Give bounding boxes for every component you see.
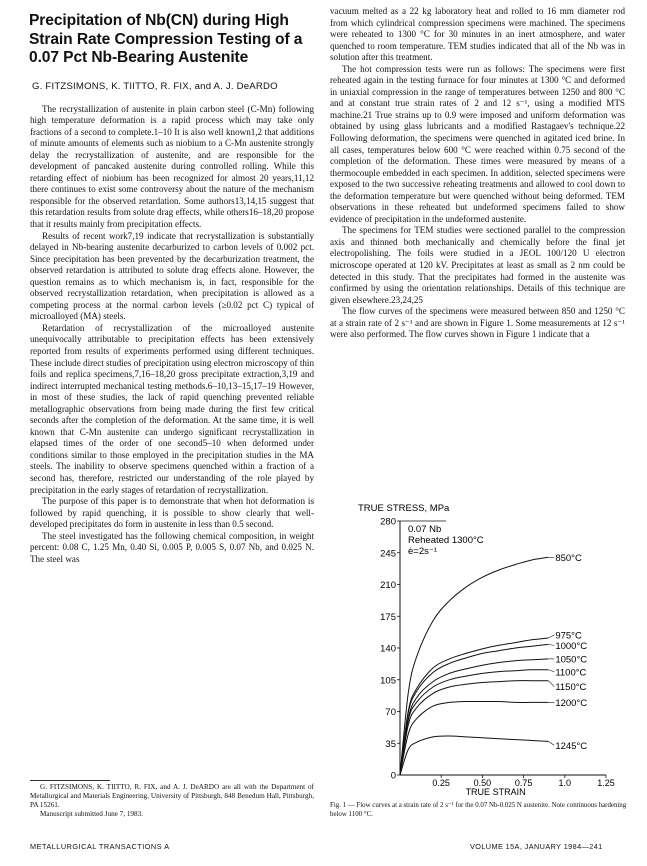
y-tick-label: 175 xyxy=(380,611,396,623)
flow-curve-1150 xyxy=(400,681,548,775)
left-column xyxy=(26,0,314,565)
left-body xyxy=(26,104,314,566)
y-tick-label: 245 xyxy=(380,548,396,560)
series-label: 975°C xyxy=(555,630,582,642)
x-tick-label: 1.25 xyxy=(597,778,615,788)
flow-curve-1200 xyxy=(400,701,548,775)
y-tick-label: 105 xyxy=(380,675,396,687)
chart-annotation: 0.07 Nb xyxy=(408,524,442,535)
series-label: 1150°C xyxy=(555,682,587,694)
y-tick-label: 140 xyxy=(380,643,396,655)
flow-curve-1000 xyxy=(400,644,548,775)
x-tick-label: 0.25 xyxy=(432,778,450,788)
right-body xyxy=(330,6,625,341)
series-label: 850°C xyxy=(555,552,582,564)
y-tick-label: 35 xyxy=(385,738,396,750)
manuscript-date: Manuscript submitted June 7, 1983. xyxy=(40,810,144,818)
series-leader xyxy=(548,681,554,687)
author-list: G. FITZSIMONS, K. TIITTO, R. FIX, and A. J. DeARDO xyxy=(32,80,278,92)
author-affiliation: G. FITZSIMONS, K. TIITTO, R. FIX, and A. J. DeARDO are all with the Department of Metallurgical and Materials Engineering, University of Pittsburgh, 848 Benedum Hall, Pittsburgh, PA 15261. xyxy=(30,783,314,809)
flow-curve-1050 xyxy=(400,659,548,775)
x-tick-label: 0.50 xyxy=(473,778,492,788)
paragraph: The hot compression tests were run as follows: The specimens were first reheated again in the testing furnace for four minutes at 1300 °C and deformed in uniaxial compression in the range of temperatures between 1250 and 800 °C and at constant true strain rates of 2 and 12 s⁻¹, using a modified MTS machine.21 True strains up to 0.9 were imposed and uniform deformation was obtained by using glass lubricants and a modified Rastagaev's technique.22 Following deformation, the specimens were quenched in agitated iced brine. In all cases, temperatures below 600 °C were reached within 0.75 second of the completion of the deformation. These times were measured by means of a thermocouple embedded in each specimen. In addition, selected specimens were exposed to the two successive reheating treatments and allowed to cool down to the deformation temperature but were quenched without being deformed. TEM observations in these reheated but undeformed specimens failed to show evidence of precipitation in the undeformed austenite. xyxy=(330,63,625,224)
footnote-rule xyxy=(30,780,110,781)
series-label: 1245°C xyxy=(555,740,588,752)
volume-page: VOLUME 15A, JANUARY 1984—241 xyxy=(470,842,603,851)
right-column xyxy=(330,0,625,341)
footnote xyxy=(30,783,314,819)
flow-curve-850 xyxy=(400,557,548,775)
flow-curve-1100 xyxy=(400,670,548,775)
paragraph: The recrystallization of austenite in plain carbon steel (C-Mn) following high temperature deformation is a rapid process which may take only fractions of a second to complete.1–10 It is also well known1,2 that additions of minute amounts of elements such as niobium to a C-Mn austenite strongly delay the recrystallization of austenite, and are responsible for the development of pancaked austenite during controlled rolling. While this retarding effect of niobium has been recognized for almost 20 years,11,12 there continues to exist some controversy about the nature of the mechanism responsible for the observed retardation. Some authors13,14,15 suggest that this retardation results from solute drag effects, while others16–18,20 propose that it results mainly from precipitation effects. xyxy=(30,103,314,229)
chart-annotation: ė=2s⁻¹ xyxy=(408,546,438,557)
x-tick-label: 1.0 xyxy=(558,778,572,788)
paragraph: The steel investigated has the following chemical composition, in weight percent: 0.08 C, 1.25 Mn, 0.40 Si, 0.005 P, 0.005 S, 0.07 Nb, and 0.025 N. The steel was xyxy=(30,530,314,564)
series-leader xyxy=(548,644,554,645)
series-label: 1000°C xyxy=(555,640,588,652)
paragraph: The flow curves of the specimens were measured between 850 and 1250 °C at a strain rate of 2 s⁻¹ and are shown in Figure 1. Some measurements at 12 s⁻¹ were also performed. The flow curves shown in Figure 1 indicate that a xyxy=(330,306,625,340)
paragraph: The specimens for TEM studies were sectioned parallel to the compression axis and thinned both mechanically and chemically before the final jet electropolishing. The foils were studied in a JEOL 100/120 U electron microscope operated at 120 kV. Precipitates at least as small as 2 nm could be detected in this study. That the precipitates had formed in the austenite was confirmed by using the orientation relationships. Details of this technique are given elsewhere.23,24,25 xyxy=(330,225,625,305)
series-label: 1050°C xyxy=(555,654,588,666)
flow-curve-chart xyxy=(330,500,625,800)
figure-1 xyxy=(330,500,625,800)
series-label: 1200°C xyxy=(555,697,588,709)
series-label: 1100°C xyxy=(555,667,587,679)
paper-title: Precipitation of Nb(CN) during High Strain Rate Compression Testing of a 0.07 Pct Nb-Bearing Austenite xyxy=(29,12,303,66)
x-axis-label: TRUE STRAIN xyxy=(465,787,526,797)
paragraph: Results of recent work7,19 indicate that recrystallization is substantially delayed in Nb-bearing austenite decarburized to carbon levels of 0.002 pct. Since precipitation has been prevented by the decarburization treatment, the observed retardation is attributed to solute drag effects alone. However, the question remains as to which mechanism is, in fact, responsible for the observed recrystallization retardation, when precipitation is allowed as a competing process at the normal carbon levels (≥0.02 pct C) typical of microalloyed (MA) steels. xyxy=(30,230,314,322)
flow-curve-1245 xyxy=(400,736,548,775)
y-tick-label: 210 xyxy=(380,580,396,591)
series-leader xyxy=(548,741,554,745)
y-tick-label: 280 xyxy=(380,516,396,528)
chart-annotation: Reheated 1300°C xyxy=(408,535,484,546)
series-leader xyxy=(548,670,554,672)
journal-name: METALLURGICAL TRANSACTIONS A xyxy=(30,842,170,851)
paragraph: vacuum melted as a 22 kg laboratory heat and rolled to 16 mm diameter rod from which cylindrical compression specimens were machined. The specimens were reheated to 1300 °C for 30 minutes in an inert atmosphere, and water quenched to room temperature. TEM studies indicated that all of the Nb was in solution after this treatment. xyxy=(330,6,625,63)
y-tick-label: 70 xyxy=(385,707,396,718)
figure-caption: Fig. 1 — Flow curves at a strain rate of 2 s⁻¹ for the 0.07 Nb-0.025 N austenite. Note continuous hardening below 1100 °C. xyxy=(330,802,627,818)
paragraph: Retardation of recrystallization of the microalloyed austenite unequivocally attributable to precipitation effects has been extensively reported from results of experiments performed using different techniques. These include direct studies of precipitation using electron microscopy of thin foils and replica specimens,7,16–18,20 gross precipitate extraction,3,19 and indirect interrupted mechanical testing methods.6–10,13–15,17–19 However, in most of these studies, the lack of rapid quenching prevented reliable metallographic observations from being made during the first few critical seconds after the completion of the deformation. At the same time, it is well known that C-Mn austenite can undergo significant recrystallization in elapsed times of the order of one second5–10 when deformed under conditions similar to those employed in the precipitation studies in the MA steels. The inability to observe specimens quenched within a fraction of a second has, therefore, restricted our understanding of the role played by precipitation in the early stages of retardation of recrystallization. xyxy=(30,322,314,495)
y-tick-label: 0 xyxy=(390,770,396,782)
paragraph: The purpose of this paper is to demonstrate that when hot deformation is followed by rapid quenching, it is possible to show clearly that well-developed precipitates do form in austenite in less than 0.5 second. xyxy=(30,496,314,530)
y-axis-label: TRUE STRESS, MPa xyxy=(358,503,450,514)
x-tick-label: 0.75 xyxy=(514,778,533,788)
flow-curve-975 xyxy=(400,638,548,775)
series-leader xyxy=(548,635,554,638)
